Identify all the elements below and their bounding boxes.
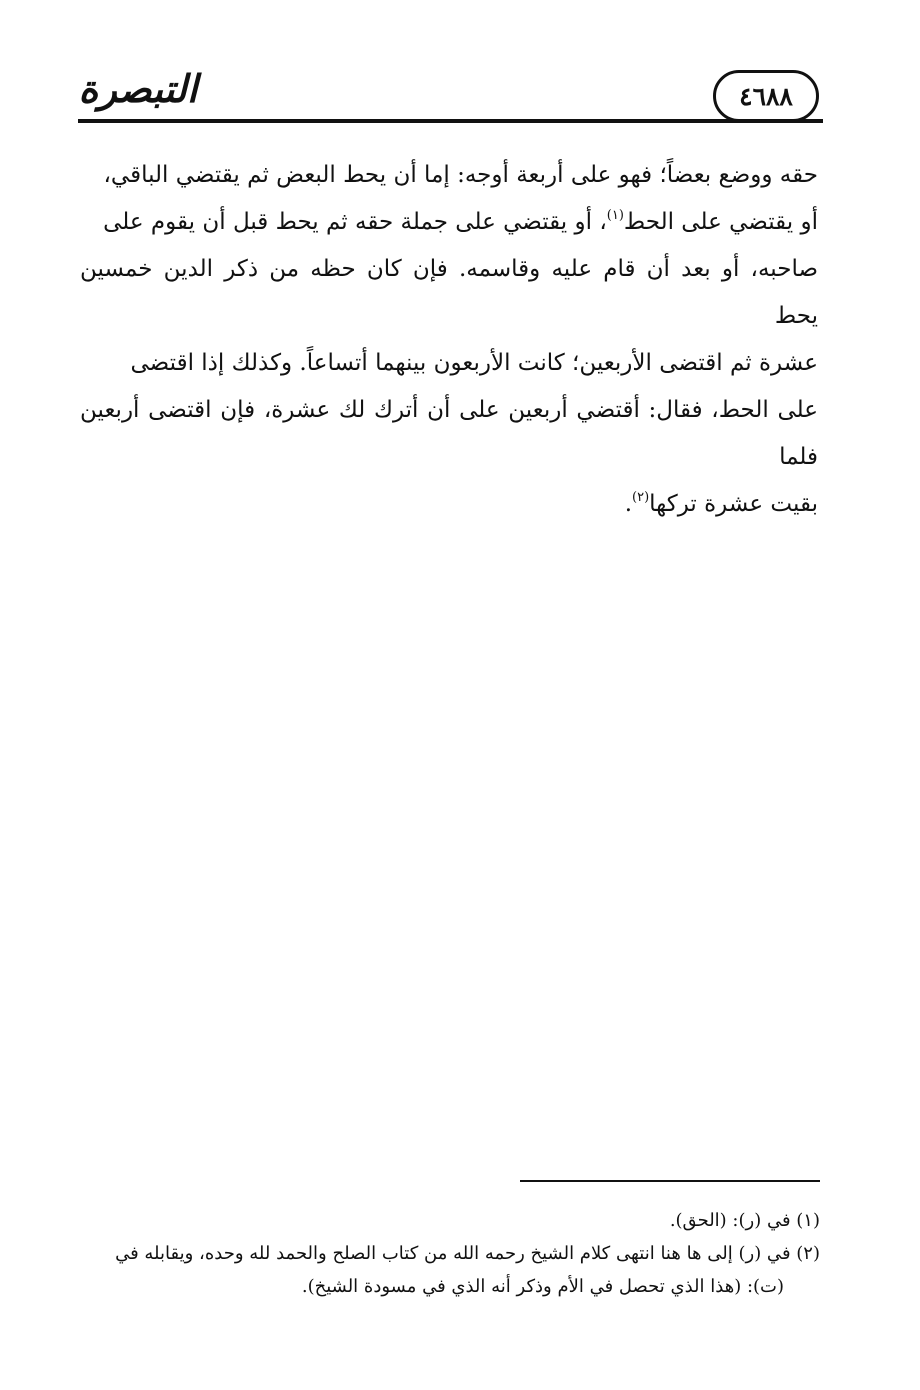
book-title: التبصرة <box>78 65 198 111</box>
footnotes <box>80 1204 820 1303</box>
footnote-separator <box>520 1180 820 1182</box>
text-segment: أو يقتضي على الحط <box>623 209 818 235</box>
footnote-marker-1[interactable]: (١) <box>606 208 624 223</box>
main-text <box>80 152 818 528</box>
text-line-5: على الحط، فقال: أقتضي أربعين على أن أترك لك عشرة، فإن اقتضى أربعين فلما <box>80 397 818 470</box>
text-line-4: عشرة ثم اقتضى الأربعين؛ كانت الأربعون بينهما أتساعاً. وكذلك إذا اقتضى <box>130 350 818 376</box>
text-line-2 <box>80 199 818 246</box>
page-number-badge: ٤٦٨٨ <box>713 70 819 122</box>
text-line-1: حقه ووضع بعضاً؛ فهو على أربعة أوجه: إما أن يحط البعض ثم يقتضي الباقي، <box>103 162 818 188</box>
header-rule <box>78 119 823 123</box>
footnote-2: (٢) في (ر) إلى ها هنا انتهى كلام الشيخ رحمه الله من كتاب الصلح والحمد لله وحده، ويقابله في <box>115 1243 820 1264</box>
text-segment: . <box>624 491 633 517</box>
text-line-3: صاحبه، أو بعد أن قام عليه وقاسمه. فإن كان حظه من ذكر الدين خمسين يحط <box>80 256 818 329</box>
text-segment: بقيت عشرة تركها <box>649 491 818 517</box>
footnote-marker-2[interactable]: (٢) <box>632 490 650 505</box>
text-segment: ، أو يقتضي على جملة حقه ثم يحط قبل أن يقوم على <box>103 209 607 235</box>
text-line-6 <box>80 481 818 528</box>
footnote-2-continuation: (ت): (هذا الذي تحصل في الأم وذكر أنه الذي في مسودة الشيخ). <box>301 1276 784 1297</box>
footnote-1: (١) في (ر): (الحق). <box>669 1210 820 1231</box>
